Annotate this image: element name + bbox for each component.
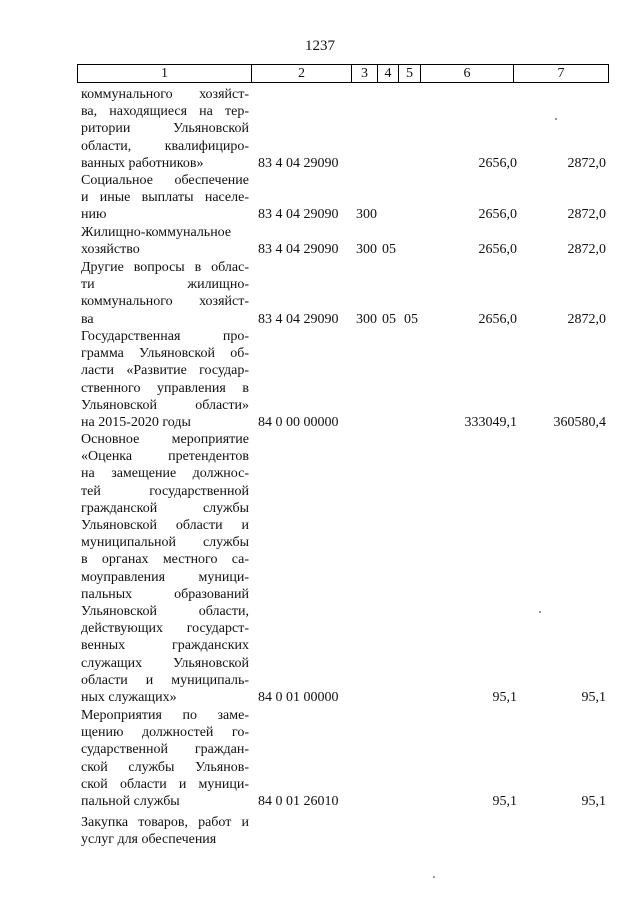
- description-line: Другие вопросы в облас-: [81, 260, 249, 275]
- description-line: услуг для обеспечения: [81, 832, 217, 848]
- header-col-3: 3: [352, 65, 378, 83]
- row-value-2016: 2872,0: [567, 311, 606, 327]
- description-line: Основное мероприятие: [81, 432, 249, 447]
- row-value-2016: 2872,0: [567, 155, 606, 171]
- description-line: Закупка товаров, работ и: [81, 815, 249, 830]
- scan-speck: [539, 611, 541, 613]
- description-line: нию: [81, 207, 107, 223]
- description-line: на замещение должнос-: [81, 466, 249, 482]
- description-line: ва: [81, 311, 94, 327]
- scan-speck: [433, 876, 435, 878]
- description-line: ти жилищно-: [81, 277, 249, 293]
- description-line: хозяйство: [81, 242, 140, 258]
- row-description: [81, 259, 249, 328]
- description-line: ской службы Ульянов-: [81, 759, 249, 775]
- row-value-2015: 2656,0: [478, 155, 517, 171]
- row-code: 84 0 01 26010: [258, 794, 339, 809]
- row-code: 83 4 04 29090: [258, 242, 339, 258]
- scan-speck: [555, 118, 557, 120]
- row-value-2015: 2656,0: [478, 242, 517, 258]
- row-description: [81, 224, 249, 258]
- description-line: муниципальной службы: [81, 535, 249, 551]
- description-line: ласти «Развитие государ-: [81, 363, 249, 379]
- row-value-2016: 95,1: [581, 690, 606, 705]
- row-value-2015: 95,1: [492, 794, 517, 809]
- description-line: Ульяновской области и: [81, 518, 249, 534]
- row-col5: 05: [404, 311, 418, 327]
- description-line: Ульяновской области,: [81, 604, 249, 620]
- header-col-6: 6: [421, 65, 514, 83]
- description-line: ва, находящиеся на тер-: [81, 104, 249, 120]
- description-line: Мероприятия по заме-: [81, 708, 249, 723]
- row-description: [81, 431, 249, 706]
- row-col3: 300: [356, 207, 377, 223]
- description-line: коммунального хозяйст-: [81, 87, 249, 102]
- description-line: Ульяновской области»: [81, 397, 249, 413]
- description-line: моуправления муници-: [81, 569, 249, 585]
- description-line: венных гражданских: [81, 638, 249, 654]
- page-number: 1237: [305, 38, 335, 54]
- description-line: щению должностей го-: [81, 725, 249, 741]
- row-code: 83 4 04 29090: [258, 207, 339, 223]
- description-line: действующих государст-: [81, 621, 249, 637]
- header-col-7: 7: [514, 65, 609, 83]
- row-description: [81, 172, 249, 224]
- row-value-2015: 333049,1: [464, 415, 517, 430]
- row-value-2015: 2656,0: [478, 207, 517, 223]
- row-col3: 300: [356, 311, 377, 327]
- header-col-2: 2: [252, 65, 352, 83]
- header-col-5: 5: [399, 65, 421, 83]
- description-line: и иные выплаты населе-: [81, 190, 249, 206]
- description-line: Государственная про-: [81, 329, 249, 344]
- row-value-2016: 95,1: [581, 794, 606, 809]
- row-value-2016: 2872,0: [567, 242, 606, 258]
- header-col-4: 4: [378, 65, 399, 83]
- description-line: Жилищно-коммунальное: [81, 225, 232, 240]
- row-code: 84 0 00 00000: [258, 415, 339, 430]
- row-code: 83 4 04 29090: [258, 155, 339, 171]
- description-line: Социальное обеспечение: [81, 173, 249, 188]
- row-value-2015: 2656,0: [478, 311, 517, 327]
- description-line: ванных работников»: [81, 155, 204, 171]
- description-line: сударственной граждан-: [81, 742, 249, 758]
- description-line: ных служащих»: [81, 690, 177, 706]
- description-line: тей государственной: [81, 483, 249, 499]
- description-line: коммунального хозяйст-: [81, 294, 249, 310]
- row-value-2016: 360580,4: [553, 415, 606, 430]
- row-value-2016: 2872,0: [567, 207, 606, 223]
- row-description: [81, 814, 249, 848]
- description-line: области и муниципаль-: [81, 672, 249, 688]
- row-col3: 300: [356, 242, 377, 258]
- description-line: на 2015-2020 годы: [81, 415, 191, 431]
- row-description: [81, 707, 249, 810]
- row-col4: 05: [382, 242, 396, 258]
- description-line: ственного управления в: [81, 380, 249, 396]
- row-description: [81, 86, 249, 172]
- description-line: ритории Ульяновской: [81, 121, 249, 137]
- column-header-table: [77, 64, 609, 83]
- description-line: пальной службы: [81, 794, 180, 810]
- description-line: области, квалифициро-: [81, 138, 249, 154]
- description-line: ской области и муници-: [81, 776, 249, 792]
- row-value-2015: 95,1: [492, 690, 517, 705]
- description-line: служащих Ульяновской: [81, 655, 249, 671]
- row-code: 83 4 04 29090: [258, 311, 339, 327]
- row-description: [81, 328, 249, 431]
- description-line: грамма Ульяновской об-: [81, 346, 249, 362]
- description-line: гражданской службы: [81, 500, 249, 516]
- row-code: 84 0 01 00000: [258, 690, 339, 705]
- row-col4: 05: [382, 311, 396, 327]
- header-col-1: 1: [78, 65, 252, 83]
- description-line: пальных образований: [81, 586, 249, 602]
- description-line: «Оценка претендентов: [81, 449, 249, 465]
- description-line: в органах местного са-: [81, 552, 249, 568]
